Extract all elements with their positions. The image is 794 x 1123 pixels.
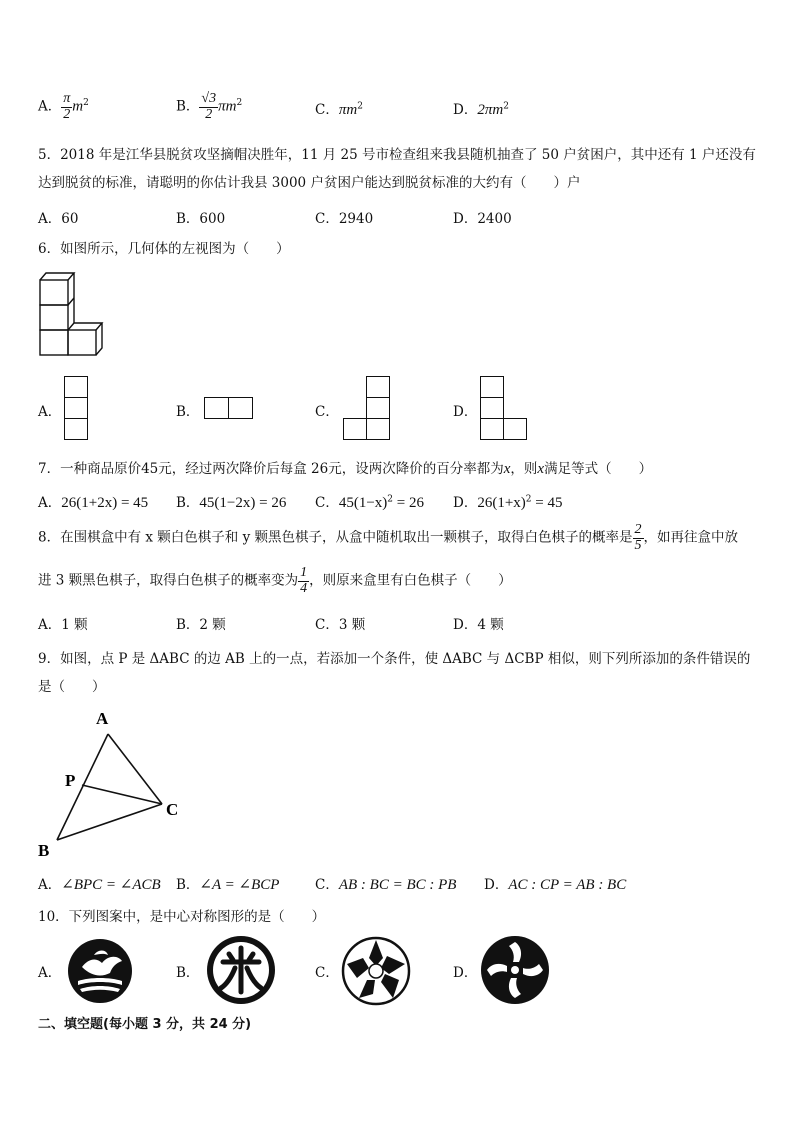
math-expr: = 45: [531, 495, 563, 511]
q8-stem-text: ，如再往盒中放: [643, 529, 738, 546]
fraction: [199, 92, 218, 122]
label-b: B: [38, 841, 50, 860]
q8-stem-text: 8．在围棋盒中有 x 颗白色棋子和 y 颗黑色棋子，从盒中随机取出一颗棋子，取得白色棋子的概率是: [38, 529, 633, 546]
q7-stem-text: ，则: [510, 461, 538, 477]
q8-stem-line2: [38, 566, 512, 596]
option-letter: B．: [176, 877, 200, 893]
view-square: [64, 397, 88, 419]
fraction-numerator: 2: [634, 522, 642, 537]
q8-stem-text: 进 3 颗黑色棋子，取得白色棋子的概率变为: [38, 572, 299, 589]
q4-option-c: [315, 98, 363, 119]
math-expr: πm: [338, 102, 358, 118]
q4-option-a: [38, 92, 89, 122]
view-square: [204, 397, 229, 419]
view-square: [480, 397, 504, 419]
math-expr: πm: [218, 98, 237, 115]
q9-triangle-figure: [30, 702, 190, 862]
q4-option-d: [453, 98, 509, 119]
q6-option-d-letter: D．: [453, 404, 478, 420]
fraction: [61, 92, 72, 122]
q10-emblem-c-flower-icon: [341, 936, 411, 1006]
view-square: [480, 376, 504, 398]
q7-stem-text: 7．一种商品原价45元，经过两次降价后每盒 26元，设两次降价的百分率都为: [38, 461, 504, 477]
view-square: [480, 418, 504, 440]
q8-option-b: B．2 颗: [176, 617, 226, 633]
q5-stem-line1: 5．2018 年是江华县脱贫攻坚摘帽决胜年，11 月 25 号市检查组来我县随机抽查了 50 户贫困户，其中还有 1 户还没有: [38, 147, 756, 163]
math-expr: = 26: [393, 495, 424, 511]
q7-stem: [38, 457, 652, 478]
fraction-numerator: 1: [300, 565, 308, 580]
q10-emblem-a-bird-icon: [66, 937, 134, 1005]
superscript: 2: [503, 101, 509, 112]
label-c: C: [166, 800, 179, 819]
q5-option-a: A．60: [38, 211, 79, 227]
view-square: [64, 418, 88, 440]
q5-stem: [38, 141, 758, 197]
q6-option-c-letter: C．: [315, 404, 339, 420]
view-square: [64, 376, 88, 398]
q10-emblem-b-seal-icon: [205, 934, 277, 1006]
q6-option-a-letter: A．: [38, 404, 62, 420]
view-square: [366, 418, 390, 440]
q5-option-c: C．2940: [315, 211, 374, 227]
fraction-denominator: 5: [634, 537, 642, 553]
q8-option-c: C．3 颗: [315, 617, 366, 633]
view-square: [503, 418, 527, 440]
option-letter: D．: [453, 102, 478, 118]
q7-option-b: [176, 491, 286, 512]
q8-option-d: D．4 颗: [453, 617, 504, 633]
math-expr: 45(1−2x) = 26: [199, 495, 287, 511]
q8-stem-text: ，则原来盒里有白色棋子（ ）: [309, 572, 512, 589]
math-expr: m: [72, 98, 84, 115]
q9-option-d: [484, 873, 626, 894]
q10-stem: 10．下列图案中，是中心对称图形的是（ ）: [38, 909, 326, 925]
q8-option-a: A．1 颗: [38, 617, 88, 633]
math-expr: 45(1−x): [338, 495, 388, 511]
fraction-numerator: √3: [201, 91, 217, 106]
superscript: 2: [357, 101, 363, 112]
q5-stem-line2: 达到脱贫的标准，请聪明的你估计我县 3000 户贫困户能达到脱贫标准的大约有（ ）户: [38, 175, 581, 191]
superscript: 2: [236, 98, 243, 109]
math-expr: 2πm: [477, 102, 504, 118]
view-square: [343, 418, 367, 440]
option-letter: A．: [38, 877, 62, 893]
option-letter: D．: [453, 495, 478, 511]
fraction-two-fifths: [633, 523, 644, 553]
option-letter: D．: [484, 877, 509, 893]
triangle-side-bc: [57, 804, 162, 840]
q5-option-b: B．600: [176, 211, 226, 227]
math-expr: ∠BPC = ∠ACB: [61, 877, 161, 893]
q6-option-b-letter: B．: [176, 404, 200, 420]
math-expr: ∠A = ∠BCP: [199, 877, 280, 893]
label-p: P: [65, 771, 76, 790]
q9-option-b: [176, 873, 279, 894]
label-a: A: [96, 709, 109, 728]
fraction-one-quarter: [298, 566, 309, 596]
q7-stem-text: 满足等式（ ）: [544, 461, 653, 477]
view-square: [228, 397, 253, 419]
variable-x: x: [537, 461, 545, 477]
q4-option-b: [176, 92, 242, 122]
option-letter: C．: [315, 102, 339, 118]
q7-option-d: [453, 491, 562, 512]
variable-x: x: [503, 461, 511, 477]
option-letter: A．: [38, 495, 62, 511]
q9-stem-line2: 是（ ）: [38, 679, 106, 695]
q6-solid-figure: [36, 268, 108, 360]
view-square: [366, 397, 390, 419]
option-letter: C．: [315, 495, 339, 511]
fraction-denominator: 2: [63, 106, 71, 122]
option-letter: A．: [38, 98, 62, 115]
section-title-fill-in: 二、填空题(每小题 3 分，共 24 分): [38, 1017, 252, 1032]
q9-stem: [38, 645, 758, 701]
q7-option-a: [38, 491, 148, 512]
q10-option-c-letter: C．: [315, 965, 339, 981]
fraction-denominator: 2: [205, 106, 213, 122]
math-expr: 26(1+2x) = 45: [61, 495, 149, 511]
view-square: [366, 376, 390, 398]
q10-option-b-letter: B．: [176, 965, 200, 981]
q9-stem-line1: 9．如图，点 P 是 ΔABC 的边 AB 上的一点，若添加一个条件，使 ΔABC 与 ΔCBP 相似，则下列所添加的条件错误的: [38, 651, 751, 667]
superscript: 2: [387, 494, 394, 505]
option-letter: C．: [315, 877, 339, 893]
q7-option-c: [315, 491, 424, 512]
q8-stem-line1: [38, 523, 738, 553]
fraction-denominator: 4: [300, 580, 308, 596]
math-expr: 26(1+x): [477, 495, 526, 511]
fraction-numerator: π: [63, 91, 71, 106]
q9-option-a: [38, 873, 161, 894]
q5-option-d: D．2400: [453, 211, 512, 227]
superscript: 2: [83, 98, 89, 109]
option-letter: B．: [176, 495, 200, 511]
math-expr: AB : BC = BC : PB: [338, 877, 457, 893]
q6-stem: 6．如图所示，几何体的左视图为（ ）: [38, 241, 290, 257]
q9-option-c: [315, 873, 456, 894]
superscript: 2: [525, 494, 532, 505]
q10-emblem-d-hands-icon: [479, 934, 551, 1006]
math-expr: AC : CP = AB : BC: [508, 877, 627, 893]
option-letter: B．: [176, 98, 200, 115]
q10-option-d-letter: D．: [453, 965, 478, 981]
q10-option-a-letter: A．: [38, 965, 62, 981]
